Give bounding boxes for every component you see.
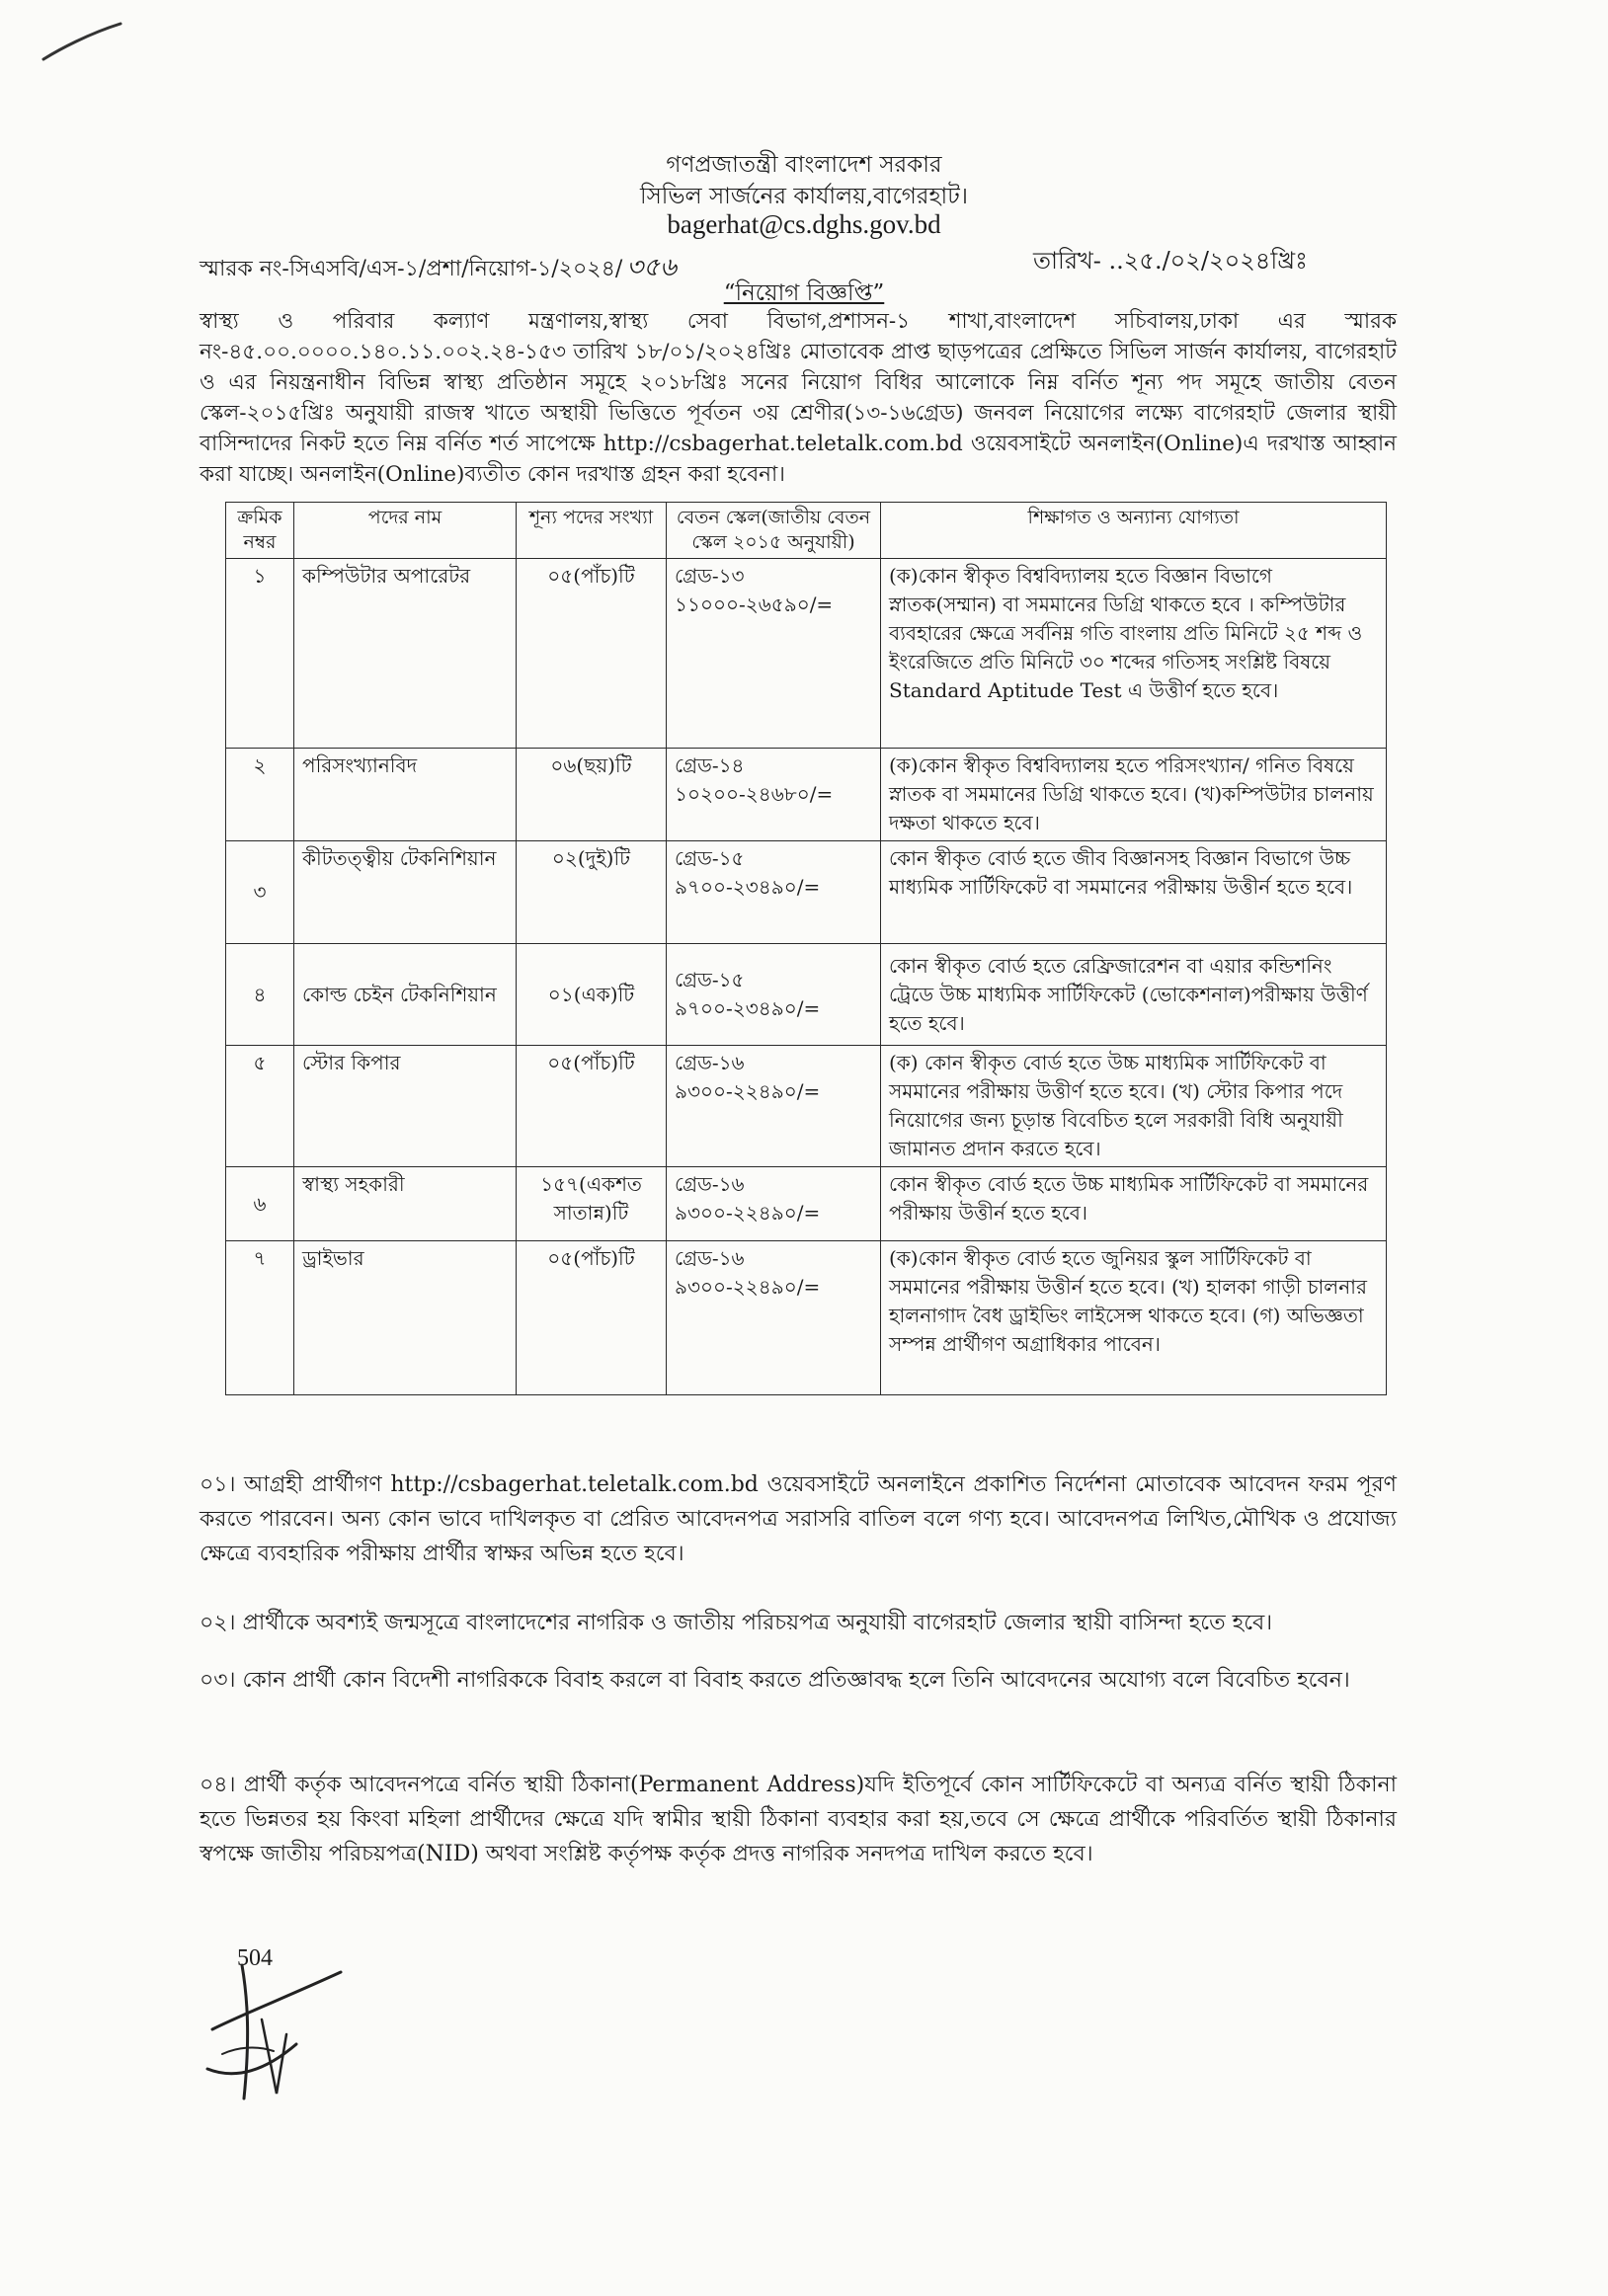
table-row xyxy=(226,944,1387,1046)
office-email: bagerhat@cs.dghs.gov.bd xyxy=(667,209,941,239)
cell-serial: ৫ xyxy=(226,1046,294,1167)
memo-number-text: স্মারক নং-সিএসবি/এস-১/প্রশা/নিয়োগ-১/২০২৪/ xyxy=(200,257,623,281)
cell-pay-scale: ৯৭০০-২৩৪৯০/= xyxy=(675,996,821,1020)
cell-qualification: (ক) কোন স্বীকৃত বোর্ড হতে উচ্চ মাধ্যমিক সার্টিফিকেট বা সমমানের পরীক্ষায় উত্তীর্ণ হতে হবে। (খ) স্টোর কিপার পদে নিয়োগের জন্য চূড়ান্ত বিবেচিত হলে সরকারী বিধি অনুযায়ী জামানত প্রদান করতে হবে। xyxy=(881,1046,1387,1167)
cell-serial: ৬ xyxy=(226,1167,294,1241)
cell-grade: গ্রেড-১৪ xyxy=(675,753,745,777)
clause-02: ০২। প্রার্থীকে অবশ্যই জন্মসূত্রে বাংলাদেশের নাগরিক ও জাতীয় পরিচয়পত্র অনুযায়ী বাগেরহাট জেলার স্থায়ী বাসিন্দা হতে হবে। xyxy=(200,1611,1273,1635)
cell-pay xyxy=(667,841,881,944)
cell-vacancy: ০৫(পাঁচ)টি xyxy=(517,559,667,749)
table-row xyxy=(226,1167,1387,1241)
header-post: পদের নাম xyxy=(294,503,517,559)
header-qualification: শিক্ষাগত ও অন্যান্য যোগ্যতা xyxy=(881,503,1387,559)
cell-qualification: (ক)কোন স্বীকৃত বিশ্ববিদ্যালয় হতে বিজ্ঞান বিভাগে স্নাতক(সম্মান) বা সমমানের ডিগ্রি থাকতে হবে । কম্পিউটার ব্যবহারের ক্ষেত্রে সর্বনিম্ন গতি বাংলায় প্রতি মিনিটে ২৫ শব্দ ও ইংরেজিতে প্রতি মিনিটে ৩০ শব্দের গতিসহ সংশ্লিষ্ট বিষয়ে Standard Aptitude Test এ উত্তীর্ণ হতে হবে। xyxy=(881,559,1387,749)
vacancy-table xyxy=(225,502,1387,1395)
cell-serial: ৭ xyxy=(226,1241,294,1395)
table-header-row xyxy=(226,503,1387,559)
cell-grade: গ্রেড-১৬ xyxy=(675,1172,745,1196)
cell-vacancy: ০৫(পাঁচ)টি xyxy=(517,1046,667,1167)
table-row xyxy=(226,1241,1387,1395)
government-name: গণপ্রজাতন্ত্রী বাংলাদেশ সরকার xyxy=(666,152,942,178)
table-row xyxy=(226,559,1387,749)
cell-pay-scale: ৯৩০০-২২৪৯০/= xyxy=(675,1275,821,1299)
cell-serial: ১ xyxy=(226,559,294,749)
cell-serial: ৩ xyxy=(226,841,294,944)
cell-serial: ৪ xyxy=(226,944,294,1046)
cell-post: কম্পিউটার অপারেটর xyxy=(294,559,517,749)
cell-grade: গ্রেড-১৩ xyxy=(675,564,745,588)
cell-grade: গ্রেড-১৬ xyxy=(675,1246,745,1270)
intro-paragraph: স্বাস্থ্য ও পরিবার কল্যাণ মন্ত্রণালয়,স্বাস্থ্য সেবা বিভাগ,প্রশাসন-১ শাখা,বাংলাদেশ সচিবালয়,ঢাকা এর স্মারক নং-৪৫.০০.০০০০.১৪০.১১.০০২.২৪-১৫৩ তারিখ ১৮/০১/২০২৪খ্রিঃ মোতাবেক প্রাপ্ত ছাড়পত্রের প্রেক্ষিতে সিভিল সার্জন কার্যালয়, বাগেরহাট ও এর নিয়ন্ত্রনাধীন বিভিন্ন স্বাস্থ্য প্রতিষ্ঠান সমূহে ২০১৮খ্রিঃ সনের নিয়োগ বিধির আলোকে নিম্ন বর্নিত শূন্য পদ সমূহে জাতীয় বেতন স্কেল-২০১৫খ্রিঃ অনুযায়ী রাজস্ব খাতে অস্থায়ী ভিত্তিতে পূর্বতন ৩য় শ্রেণীর(১৩-১৬গ্রেড) জনবল নিয়োগের লক্ষ্যে বাগেরহাট জেলার স্থায়ী বাসিন্দাদের নিকট হতে নিম্ন বর্নিত শর্ত সাপেক্ষে http://csbagerhat.teletalk.com.bd ওয়েবসাইটে অনলাইন(Online)এ দরখাস্ত আহ্বান করা যাচ্ছে। অনলাইন(Online)ব্যতীত কোন দরখাস্ত গ্রহন করা হবেনা। xyxy=(200,309,1397,487)
cell-qualification: (ক)কোন স্বীকৃত বিশ্ববিদ্যালয় হতে পরিসংখ্যান/ গনিত বিষয়ে স্নাতক বা সমমানের ডিগ্রি থাকতে হবে। (খ)কম্পিউটার চালনায় দক্ষতা থাকতে হবে। xyxy=(881,749,1387,841)
cell-pay xyxy=(667,1167,881,1241)
cell-post: পরিসংখ্যানবিদ xyxy=(294,749,517,841)
cell-post: স্টোর কিপার xyxy=(294,1046,517,1167)
office-name: সিভিল সার্জনের কার্যালয়,বাগেরহাট। xyxy=(640,184,968,209)
cell-vacancy: ১৫৭(একশত সাতান্ন)টি xyxy=(517,1167,667,1241)
cell-pay xyxy=(667,944,881,1046)
cell-serial: ২ xyxy=(226,749,294,841)
cell-grade: গ্রেড-১৫ xyxy=(675,968,745,991)
notice-title-text: “নিয়োগ বিজ্ঞপ্তি” xyxy=(723,280,885,306)
page-number: 504 xyxy=(237,1945,273,1971)
cell-pay-scale: ৯৩০০-২২৪৯০/= xyxy=(675,1201,821,1225)
header-vacancy: শূন্য পদের সংখ্যা xyxy=(517,503,667,559)
header-pay: বেতন স্কেল(জাতীয় বেতন স্কেল ২০১৫ অনুযায়ী) xyxy=(667,503,881,559)
cell-post: কীটতত্ত্বীয় টেকনিশিয়ান xyxy=(294,841,517,944)
cell-pay xyxy=(667,1046,881,1167)
cell-qualification: কোন স্বীকৃত বোর্ড হতে জীব বিজ্ঞানসহ বিজ্ঞান বিভাগে উচ্চ মাধ্যমিক সার্টিফিকেট বা সমমানের পরীক্ষায় উত্তীর্ন হতে হবে। xyxy=(881,841,1387,944)
cell-post: কোল্ড চেইন টেকনিশিয়ান xyxy=(294,944,517,1046)
clause-03: ০৩। কোন প্রার্থী কোন বিদেশী নাগরিককে বিবাহ করলে বা বিবাহ করতে প্রতিজ্ঞাবদ্ধ হলে তিনি আবেদনের অযোগ্য বলে বিবেচিত হবেন। xyxy=(200,1668,1350,1693)
cell-vacancy: ০১(এক)টি xyxy=(517,944,667,1046)
handwritten-signature xyxy=(202,1960,351,2108)
cell-vacancy: ০৬(ছয়)টি xyxy=(517,749,667,841)
cell-qualification: কোন স্বীকৃত বোর্ড হতে উচ্চ মাধ্যমিক সার্টিফিকেট বা সমমানের পরীক্ষায় উত্তীর্ন হতে হবে। xyxy=(881,1167,1387,1241)
cell-vacancy: ০৫(পাঁচ)টি xyxy=(517,1241,667,1395)
header-serial: ক্রমিক নম্বর xyxy=(226,503,294,559)
issue-date: তারিখ- ..২৫./০২/২০২৪খ্রিঃ xyxy=(1033,247,1308,275)
table-row xyxy=(226,841,1387,944)
cell-pay-scale: ১০২০০-২৪৬৮০/= xyxy=(675,782,834,806)
cell-pay-scale: ৯৭০০-২৩৪৯০/= xyxy=(675,875,821,899)
cell-pay xyxy=(667,749,881,841)
cell-grade: গ্রেড-১৫ xyxy=(675,846,745,870)
cell-post: ড্রাইভার xyxy=(294,1241,517,1395)
cell-pay xyxy=(667,559,881,749)
table-row xyxy=(226,749,1387,841)
cell-pay-scale: ৯৩০০-২২৪৯০/= xyxy=(675,1079,821,1103)
table-row xyxy=(226,1046,1387,1167)
cell-post: স্বাস্থ্য সহকারী xyxy=(294,1167,517,1241)
clause-04: ০৪। প্রার্থী কর্তৃক আবেদনপত্রে বর্নিত স্থায়ী ঠিকানা(Permanent Address)যদি ইতিপূর্বে কোন সার্টিফিকেটে বা অন্যত্র বর্নিত স্থায়ী ঠিকানা হতে ভিন্নতর হয় কিংবা মহিলা প্রার্থীদের ক্ষেত্রে যদি স্বামীর স্থায়ী ঠিকানা ব্যবহার করা হয়,তবে সে ক্ষেত্রে প্রার্থীকে পরিবর্তিত স্থায়ী ঠিকানার স্বপক্ষে জাতীয় পরিচয়পত্র(NID) অথবা সংশ্লিষ্ট কর্তৃপক্ষ কর্তৃক প্রদত্ত নাগরিক সনদপত্র দাখিল করতে হবে। xyxy=(200,1773,1397,1866)
cell-qualification: (ক)কোন স্বীকৃত বোর্ড হতে জুনিয়র স্কুল সার্টিফিকেট বা সমমানের পরীক্ষায় উত্তীর্ন হতে হবে। (খ) হালকা গাড়ী চালনার হালনাগাদ বৈধ ড্রাইভিং লাইসেন্স থাকতে হবে। (গ) অভিজ্ঞতা সম্পন্ন প্রার্থীগণ অগ্রাধিকার পাবেন। xyxy=(881,1241,1387,1395)
cell-pay xyxy=(667,1241,881,1395)
pen-stroke-mark xyxy=(40,20,128,64)
cell-qualification: কোন স্বীকৃত বোর্ড হতে রেফ্রিজারেশন বা এয়ার কন্ডিশনিং ট্রেডে উচ্চ মাধ্যমিক সার্টিফিকেট (ভোকেশনাল)পরীক্ষায় উত্তীর্ণ হতে হবে। xyxy=(881,944,1387,1046)
memo-handwritten-number: ৩৫৬ xyxy=(626,253,677,282)
clause-01: ০১। আগ্রহী প্রার্থীগণ http://csbagerhat.teletalk.com.bd ওয়েবসাইটে অনলাইনে প্রকাশিত নির্দেশনা মোতাবেক আবেদন ফরম পূরণ করতে পারবেন। অন্য কোন ভাবে দাখিলকৃত বা প্রেরিত আবেদনপত্র সরাসরি বাতিল বলে গণ্য হবে। আবেদনপত্র লিখিত,মৌখিক ও প্রযোজ্য ক্ষেত্রে ব্যবহারিক পরীক্ষায় প্রার্থীর স্বাক্ষর অভিন্ন হতে হবে। xyxy=(200,1472,1397,1566)
cell-grade: গ্রেড-১৬ xyxy=(675,1051,745,1074)
cell-pay-scale: ১১০০০-২৬৫৯০/= xyxy=(675,593,834,616)
cell-vacancy: ০২(দুই)টি xyxy=(517,841,667,944)
